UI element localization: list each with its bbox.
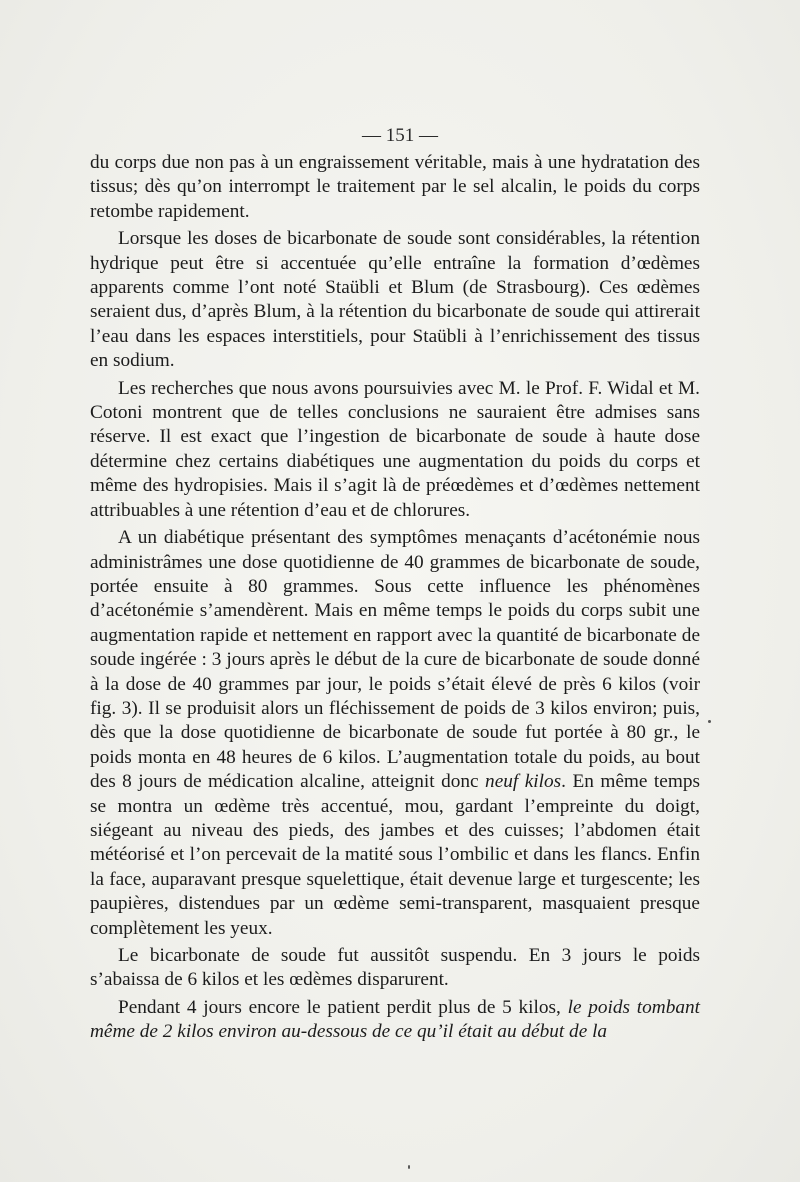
body-text — [90, 151, 700, 1045]
paragraph-4-text-before: A un diabétique présentant des symptômes menaçants d’acétonémie nous administrâmes une dose quotidienne de 40 grammes de bicarbonate de soude, portée ensuite à 80 grammes. Sous cette influence les phénomènes d’acétonémie s’amendèrent. Mais en même temps le poids du corps subit une augmentation rapide et nettement en rapport avec la quantité de bicarbonate de soude ingérée : 3 jours après le début de la cure de bicarbonate de soude donné à la dose de 40 grammes par jour, le poids s’était élevé de près 6 kilos (voir fig. 3). Il se produisit alors un fléchissement de poids de 3 kilos environ; puis, dès que la dose quotidienne de bicarbonate de soude fut portée à 80 gr., le poids monta en 48 heures de 6 kilos. L’augmentation totale du poids, au bout des 8 jours de médication alcaline, atteignit donc — [90, 527, 700, 793]
paragraph-1: du corps due non pas à un engraissement véritable, mais à une hydratation des tissus; dès qu’on interrompt le traitement par le sel alcalin, le poids du corps retombe rapidement. — [90, 152, 700, 222]
paragraph-5: Le bicarbonate de soude fut aussitôt suspendu. En 3 jours le poids s’abaissa de 6 kilos et les œdèmes disparurent. — [90, 945, 700, 991]
paragraph-4-text-after: . En même temps se montra un œdème très accentué, mou, gardant l’empreinte du doigt, siégeant au niveau des pieds, des jambes et des cuisses; l’abdomen était météorisé et l’on percevait de la matité sous l’ombilic et dans les flancs. Enfin la face, auparavant presque squelettique, était devenue large et turgescente; les paupières, distendues par un œdème semi-transparent, masquaient presque complètement les yeux. — [90, 771, 700, 939]
paragraph-6-text-before: Pendant 4 jours encore le patient perdit plus de 5 kilos, — [118, 996, 568, 1018]
paragraph-2: Lorsque les doses de bicarbonate de soude sont considérables, la rétention hydrique peut être si accentuée qu’elle entraîne la formation d’œdèmes apparents comme l’ont noté Staübli et Blum (de Strasbourg). Ces œdèmes seraient dus, d’après Blum, à la rétention du bicarbonate de soude qui attirerait l’eau dans les espaces interstitiels, pour Staübli à l’enrichissement des tissus en sodium. — [90, 228, 700, 372]
page-number: — 151 — — [362, 125, 438, 146]
paragraph-4-italic: neuf kilos — [485, 771, 562, 793]
paragraph-6 — [90, 996, 700, 1045]
paragraph-4 — [90, 526, 700, 941]
paper-speck — [408, 1165, 410, 1169]
paper-speck — [708, 720, 711, 723]
paragraph-6-italic: le poids tombant même de 2 kilos environ au-dessous de ce qu’il était au début de la — [90, 996, 700, 1043]
paragraph-3: Les recherches que nous avons poursuivies avec M. le Prof. F. Widal et M. Cotoni montrent que de telles conclusions ne sauraient être admises sans réserve. Il est exact que l’ingestion de bicarbonate de soude à haute dose détermine chez certains diabétiques une augmentation du poids du corps et même des hydropisies. Mais il s’agit là de préœdèmes et d’œdèmes nettement attribuables à une rétention d’eau et de chlorures. — [90, 377, 700, 521]
